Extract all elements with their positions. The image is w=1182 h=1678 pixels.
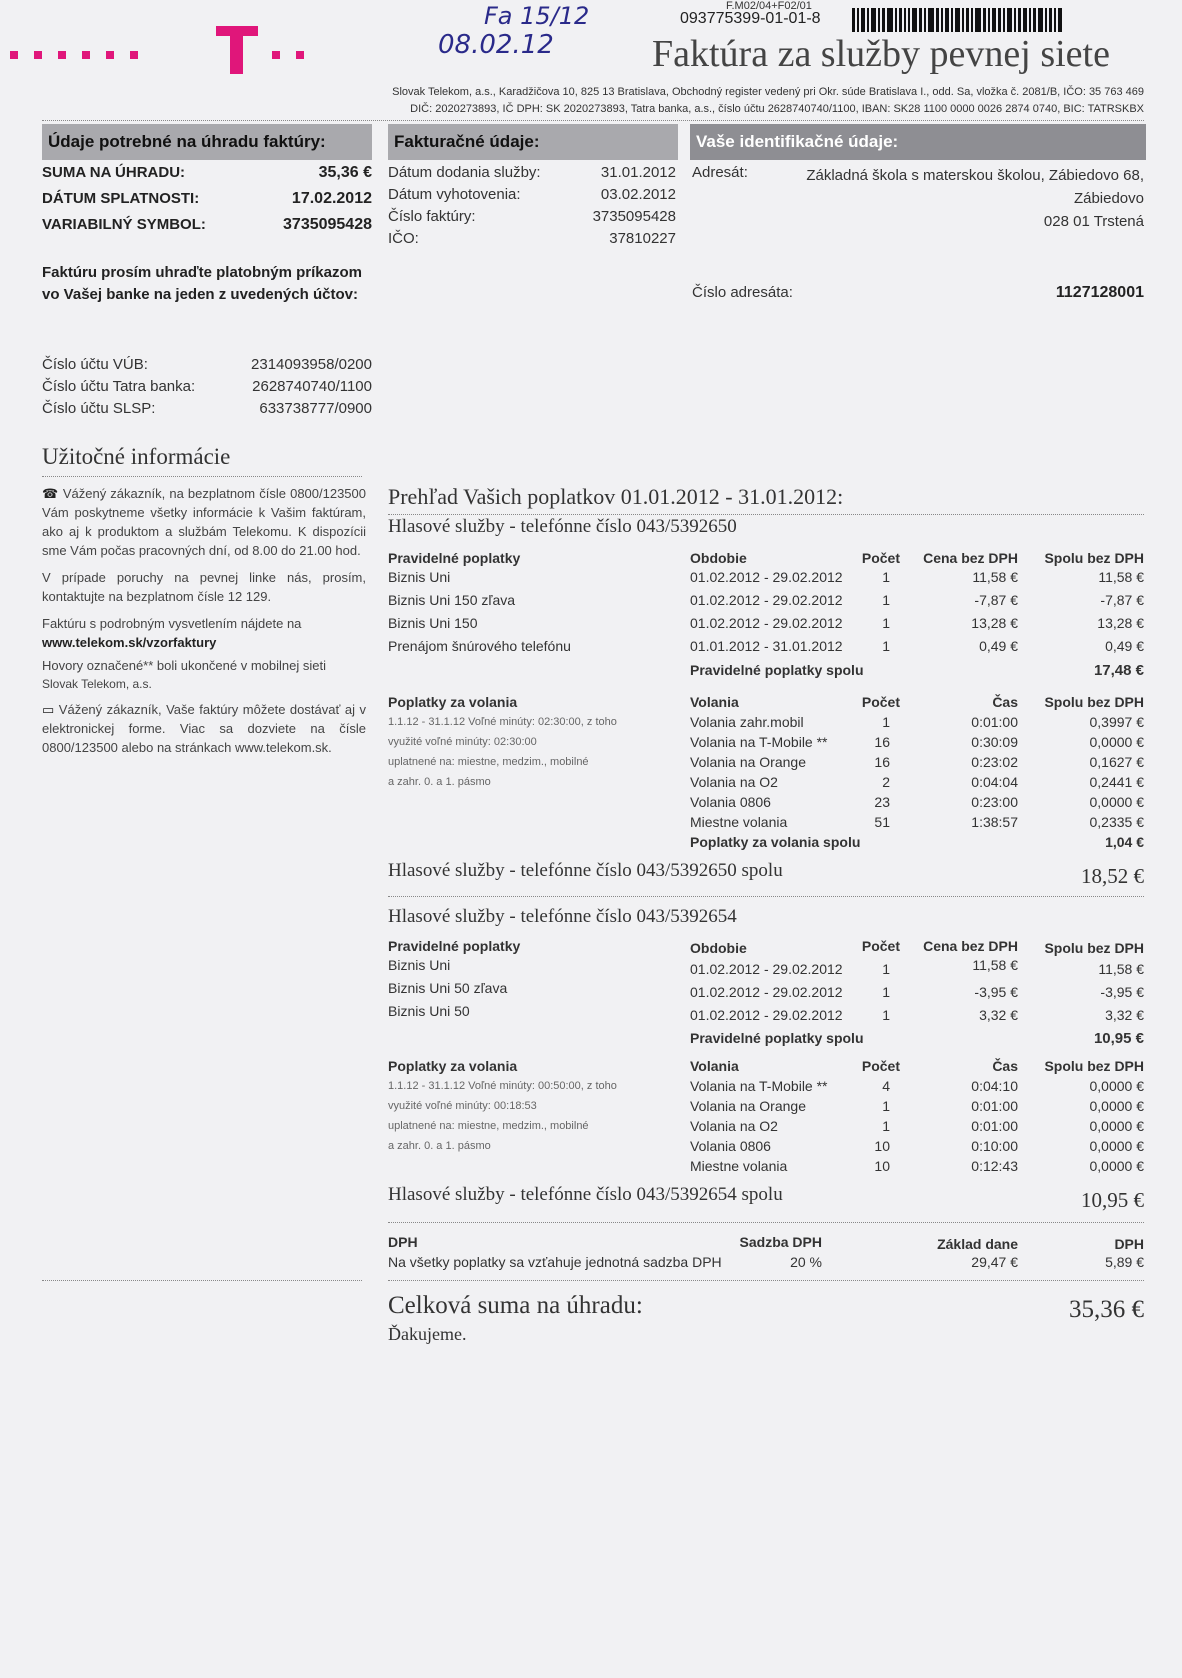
handwritten-note: Fa 15/12 bbox=[484, 2, 590, 30]
barcode bbox=[852, 8, 1118, 32]
regular-heading: Pravidelné poplatky bbox=[388, 550, 521, 566]
table-row: Biznis Uni 50 01.02.2012 - 29.02.2012 1 3,32 € 3,32 € bbox=[388, 1003, 1144, 1023]
section-total-value: 10,95 € bbox=[1081, 1188, 1144, 1212]
info-divider bbox=[42, 476, 362, 477]
telekom-logo bbox=[10, 26, 320, 74]
form-code: F.M02/04+F02/01 bbox=[726, 0, 812, 12]
table-row: Prenájom šnúrového telefónu 01.01.2012 - 31.01.2012 1 0,49 € 0,49 € bbox=[388, 638, 1144, 654]
identification-details bbox=[692, 164, 1144, 230]
table-row: Volania zahr.mobil 1 0:01:00 0,3997 € bbox=[690, 714, 1144, 730]
invoice-label: Číslo faktúry: bbox=[388, 208, 476, 225]
table-row: Biznis Uni 150 01.02.2012 - 29.02.2012 1 13,28 € 13,28 € bbox=[388, 615, 1144, 631]
header-divider bbox=[42, 120, 1144, 121]
info-paragraph: Faktúru s podrobným vysvetlením nájdete na bbox=[42, 616, 302, 631]
account-label: Číslo účtu VÚB: bbox=[42, 356, 148, 373]
section-title: Hlasové služby - telefónne číslo 043/5392654 bbox=[388, 906, 737, 927]
table-row: Volania 0806 23 0:23:00 0,0000 € bbox=[690, 794, 1144, 810]
addressee-number: 1127128001 bbox=[1055, 284, 1144, 301]
call-fees-table bbox=[388, 694, 1144, 854]
subtotal-row: Pravidelné poplatky spolu 10,95 € bbox=[690, 1030, 1144, 1047]
company-info-line1: Slovak Telekom, a.s., Karadžičova 10, 825 13 Bratislava, Obchodný register vedený pri Okr. súde Bratislava I., odd. Sa, vložka č. 2081/B, IČO: 35 763 469 bbox=[392, 86, 1144, 98]
vat-base-label: Základ dane bbox=[937, 1236, 1018, 1252]
account-label: Číslo účtu Tatra banka: bbox=[42, 378, 196, 395]
info-paragraph: V prípade poruchy na pevnej linke nás, prosím, kontaktujte na bezplatnom čísle 12 129. bbox=[42, 570, 366, 604]
account-value: 633738777/0900 bbox=[259, 400, 372, 417]
account-value: 2628740740/1100 bbox=[252, 378, 372, 395]
invoice-label: Dátum vyhotovenia: bbox=[388, 186, 521, 203]
invoice-label: IČO: bbox=[388, 230, 419, 247]
table-row: Volania 0806 10 0:10:00 0,0000 € bbox=[690, 1138, 1144, 1154]
table-row: Biznis Uni 150 zľava 01.02.2012 - 29.02.2012 1 -7,87 € -7,87 € bbox=[388, 592, 1144, 608]
col-type: Volania bbox=[690, 694, 739, 710]
col-total: Spolu bez DPH bbox=[1044, 1058, 1144, 1074]
col-period: Obdobie bbox=[690, 550, 747, 566]
payment-heading: Údaje potrebné na úhradu faktúry: bbox=[42, 124, 372, 160]
amount-label: SUMA NA ÚHRADU: bbox=[42, 164, 186, 181]
subtotal-row: Pravidelné poplatky spolu 17,48 € bbox=[690, 662, 1144, 679]
col-count: Počet bbox=[861, 938, 900, 954]
section-divider bbox=[388, 1222, 1144, 1223]
regular-fees-table bbox=[388, 550, 1144, 686]
document-title: Faktúra za služby pevnej siete bbox=[652, 33, 1110, 75]
col-total: Spolu bez DPH bbox=[1044, 940, 1144, 956]
handwritten-date: 08.02.12 bbox=[438, 30, 554, 60]
table-row: Biznis Uni 01.02.2012 - 29.02.2012 1 11,58 € 11,58 € bbox=[388, 957, 1144, 977]
vat-label: DPH bbox=[1114, 1236, 1144, 1252]
table-row: Biznis Uni 50 zľava 01.02.2012 - 29.02.2012 1 -3,95 € -3,95 € bbox=[388, 980, 1144, 1000]
invoice-value: 3735095428 bbox=[592, 208, 676, 225]
invoice-value: 31.01.2012 bbox=[600, 164, 676, 181]
col-price: Cena bez DPH bbox=[923, 550, 1018, 566]
table-row: Volania na T-Mobile ** 16 0:30:09 0,0000 € bbox=[690, 734, 1144, 750]
regular-heading: Pravidelné poplatky bbox=[388, 938, 521, 954]
vat-table bbox=[388, 1234, 1144, 1278]
overview-title: Prehľad Vašich poplatkov 01.01.2012 - 31.01.2012: bbox=[388, 484, 844, 509]
variable-symbol-label: VARIABILNÝ SYMBOL: bbox=[42, 216, 206, 233]
section-total-label: Hlasové služby - telefónne číslo 043/5392654 spolu bbox=[388, 1184, 783, 1205]
account-label: Číslo účtu SLSP: bbox=[42, 400, 156, 417]
col-price: Cena bez DPH bbox=[923, 938, 1018, 954]
info-paragraph: Hovory označené** boli ukončené v mobilnej sieti bbox=[42, 658, 326, 673]
info-link[interactable]: www.telekom.sk/vzorfaktury bbox=[42, 635, 217, 650]
identification-heading: Vaše identifikačné údaje: bbox=[690, 124, 1146, 160]
invoice-value: 37810227 bbox=[609, 230, 676, 247]
invoice-value: 03.02.2012 bbox=[600, 186, 676, 203]
due-date-value: 17.02.2012 bbox=[291, 190, 372, 207]
variable-symbol-value: 3735095428 bbox=[283, 216, 372, 233]
vat-text: Na všetky poplatky sa vzťahuje jednotná sadzba DPH bbox=[388, 1254, 722, 1270]
invoice-label: Dátum dodania služby: bbox=[388, 164, 541, 181]
overview-divider bbox=[388, 514, 1144, 515]
table-row: Volania na T-Mobile ** 4 0:04:10 0,0000 € bbox=[690, 1078, 1144, 1094]
info-paragraph: Vážený zákazník, Vaše faktúry môžete dostávať aj v elektronickej forme. Viac sa dozviete na čísle 0800/123500 alebo na stránkach www.telekom.sk. bbox=[42, 702, 366, 755]
section-divider bbox=[388, 896, 1144, 897]
address-line: 028 01 Trstená bbox=[1043, 213, 1144, 230]
addressee-number-label: Číslo adresáta: bbox=[692, 284, 793, 301]
calls-heading: Poplatky za volania bbox=[388, 694, 518, 710]
due-date-label: DÁTUM SPLATNOSTI: bbox=[42, 190, 200, 207]
vat-rate-label: Sadzba DPH bbox=[739, 1234, 822, 1250]
table-row: Volania na O2 1 0:01:00 0,0000 € bbox=[690, 1118, 1144, 1134]
account-value: 2314093958/0200 bbox=[251, 356, 372, 373]
vat-value: 5,89 € bbox=[1105, 1254, 1144, 1270]
col-count: Počet bbox=[861, 1058, 900, 1074]
grand-total-value: 35,36 € bbox=[1069, 1296, 1144, 1323]
vat-heading: DPH bbox=[388, 1234, 418, 1250]
thanks-text: Ďakujeme. bbox=[388, 1324, 467, 1344]
col-type: Volania bbox=[690, 1058, 739, 1074]
vat-base-value: 29,47 € bbox=[971, 1254, 1018, 1270]
bank-accounts bbox=[42, 356, 372, 422]
invoice-details bbox=[388, 164, 676, 252]
col-period: Obdobie bbox=[690, 940, 747, 956]
useful-info bbox=[42, 484, 366, 757]
call-fees-table bbox=[388, 1058, 1144, 1182]
table-row: Miestne volania 10 0:12:43 0,0000 € bbox=[690, 1158, 1144, 1174]
addressee-label: Adresát: bbox=[692, 164, 748, 181]
section-total-value: 18,52 € bbox=[1081, 864, 1144, 888]
table-row: Miestne volania 51 1:38:57 0,2335 € bbox=[690, 814, 1144, 830]
section-title: Hlasové služby - telefónne číslo 043/5392650 bbox=[388, 516, 737, 537]
vat-divider bbox=[388, 1280, 1144, 1281]
col-count: Počet bbox=[861, 694, 900, 710]
phone-icon: ☎ bbox=[42, 486, 63, 501]
document-code: 093775399-01-01-8 bbox=[680, 10, 821, 27]
address-line: Základná škola s materskou školou, Zábiedovo 68, bbox=[806, 167, 1144, 184]
table-row: Biznis Uni 01.02.2012 - 29.02.2012 1 11,58 € 11,58 € bbox=[388, 569, 1144, 585]
table-row: Volania na Orange 16 0:23:02 0,1627 € bbox=[690, 754, 1144, 770]
payment-instruction: Faktúru prosím uhraďte platobným príkazom vo Vašej banke na jeden z uvedených účtov: bbox=[42, 264, 362, 303]
info-paragraph: Slovak Telekom, a.s. bbox=[42, 677, 152, 691]
subtotal-row: Poplatky za volania spolu 1,04 € bbox=[690, 834, 1144, 850]
left-bottom-divider bbox=[42, 1280, 362, 1281]
amount-value: 35,36 € bbox=[318, 164, 372, 181]
vat-rate-value: 20 % bbox=[790, 1254, 822, 1270]
calls-heading: Poplatky za volania bbox=[388, 1058, 518, 1074]
table-row: Volania na O2 2 0:04:04 0,2441 € bbox=[690, 774, 1144, 790]
col-total: Spolu bez DPH bbox=[1044, 550, 1144, 566]
info-paragraph: Vážený zákazník, na bezplatnom čísle 0800/123500 Vám poskytneme všetky informácie k Vašim faktúram, ako aj k produktom a službám Telekomu. K dispozícii sme Vám počas pracovných dní, od 8.00 do 21.00 hod. bbox=[42, 486, 366, 558]
grand-total-label: Celková suma na úhradu: bbox=[388, 1292, 643, 1319]
payment-details bbox=[42, 164, 372, 306]
computer-icon: ▭ bbox=[42, 702, 59, 717]
col-time: Čas bbox=[992, 694, 1018, 710]
free-minutes-note: 1.1.12 - 31.1.12 Voľné minúty: 02:30:00, z toho využité voľné minúty: 02:30:00 uplatnené na: miestne, medzim., mobilné a zahr. 0. a 1. pásmo bbox=[388, 716, 617, 788]
info-heading: Užitočné informácie bbox=[42, 444, 231, 469]
col-total: Spolu bez DPH bbox=[1044, 694, 1144, 710]
table-row: Volania na Orange 1 0:01:00 0,0000 € bbox=[690, 1098, 1144, 1114]
invoice-heading: Fakturačné údaje: bbox=[388, 124, 678, 160]
regular-fees-table bbox=[388, 938, 1144, 1058]
section-total-label: Hlasové služby - telefónne číslo 043/5392650 spolu bbox=[388, 860, 783, 881]
col-count: Počet bbox=[861, 550, 900, 566]
company-info-line2: DIČ: 2020273893, IČ DPH: SK 2020273893, Tatra banka, a.s., číslo účtu 2628740740/1100, IBAN: SK28 1100 0000 0026 2874 0740, BIC: TATRSKBX bbox=[410, 103, 1144, 115]
address-line: Zábiedovo bbox=[1073, 190, 1144, 207]
col-time: Čas bbox=[992, 1058, 1018, 1074]
free-minutes-note: 1.1.12 - 31.1.12 Voľné minúty: 00:50:00, z toho využité voľné minúty: 00:18:53 uplatnené na: miestne, medzim., mobilné a zahr. 0. a 1. pásmo bbox=[388, 1080, 617, 1152]
